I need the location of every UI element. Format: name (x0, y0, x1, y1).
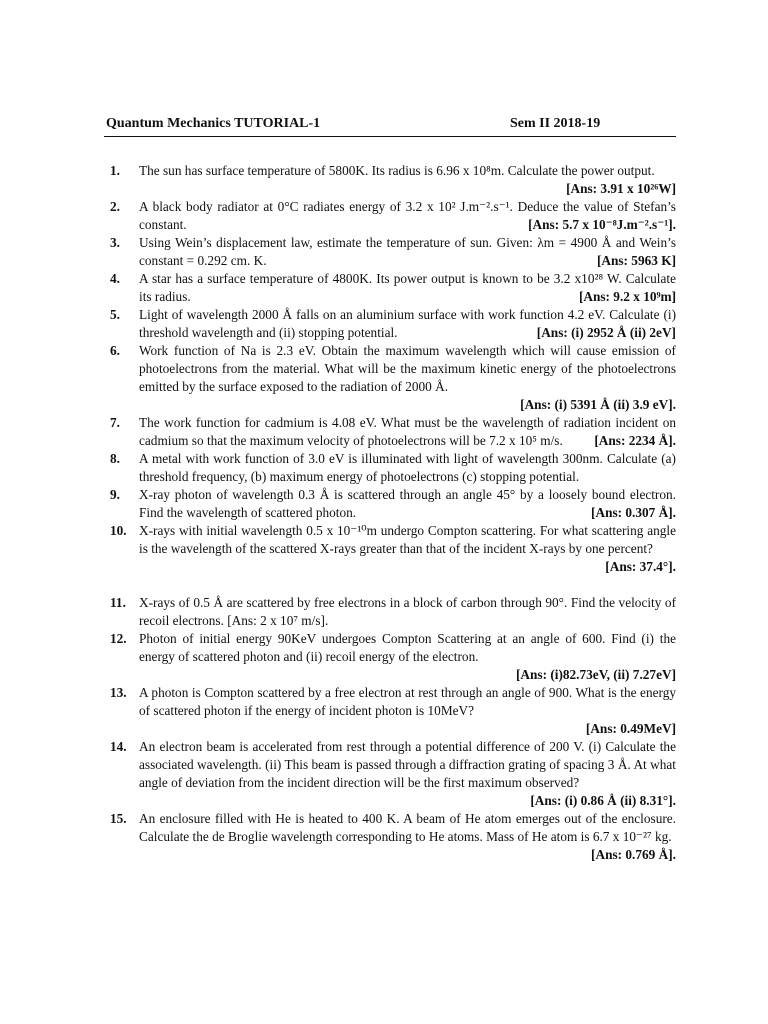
question-6 (110, 342, 676, 414)
question-text: X-ray photon of wavelength 0.3 Å is scattered through an angle 45° by a loosely bound electron. Find the wavelength of scattered photon. (139, 487, 676, 520)
answer: [Ans: 0.307 Å]. (591, 505, 676, 520)
question-4 (110, 270, 676, 306)
spacer (110, 576, 676, 594)
answer: [Ans: (i)82.73eV, (ii) 7.27eV] (515, 667, 676, 682)
question-text: A metal with work function of 3.0 eV is illuminated with light of wavelength 300nm. Calculate (a) threshold frequency, (b) maximum energy of photoelectrons (c) stopping potential. (139, 451, 676, 484)
question-number: 9. (110, 487, 120, 502)
answer: [Ans: 0.769 Å]. (591, 847, 676, 862)
question-number: 3. (110, 235, 120, 250)
answer: [Ans: (i) 0.86 Å (ii) 8.31°]. (530, 793, 676, 808)
question-14 (110, 738, 676, 810)
question-12 (110, 630, 676, 684)
question-number: 13. (110, 685, 127, 700)
question-text: X-rays with initial wavelength 0.5 x 10⁻¹⁰m undergo Compton scattering. For what scattering angle is the wavelength of the scattered X-rays greater than that of the incident X-rays by one percent? (139, 523, 676, 556)
semester-label: Sem II 2018-19 (510, 116, 601, 131)
answer: [Ans: 37.4°]. (605, 559, 676, 574)
document-title: Quantum Mechanics TUTORIAL-1 (106, 116, 321, 131)
question-number: 10. (110, 523, 127, 538)
question-text: The work function for cadmium is 4.08 eV. What must be the wavelength of radiation incident on cadmium so that the maximum velocity of photoelectrons will be 7.2 x 10⁵ m/s. (139, 415, 676, 448)
question-2 (110, 198, 676, 234)
question-text: Light of wavelength 2000 Å falls on an aluminium surface with work function 4.2 eV. Calculate (i) threshold wavelength and (ii) stopping potential. (139, 307, 676, 340)
question-3 (110, 234, 676, 270)
question-text: X-rays of 0.5 Å are scattered by free electrons in a block of carbon through 90°. Find the velocity of recoil electrons. [Ans: 2 x 10⁷ m/s]. (139, 595, 676, 628)
question-number: 11. (110, 595, 126, 610)
question-number: 8. (110, 451, 120, 466)
question-10 (110, 522, 676, 576)
question-13 (110, 684, 676, 738)
question-text: A photon is Compton scattered by a free electron at rest through an angle of 900. What is the energy of scattered photon if the energy of incident photon is 10MeV? (139, 685, 676, 718)
question-text: Using Wein’s displacement law, estimate the temperature of sun. Given: λm = 4900 Å and Wein’s constant = 0.292 cm. K. (139, 235, 676, 268)
question-number: 5. (110, 307, 120, 322)
answer: [Ans: (i) 5391 Å (ii) 3.9 eV]. (520, 397, 676, 412)
question-text: An enclosure filled with He is heated to 400 K. A beam of He atom emerges out of the enclosure. Calculate the de Broglie wavelength corresponding to He atoms. Mass of He atom is 6.7 x 10⁻²⁷ kg. (139, 811, 676, 844)
answer: [Ans: (i) 2952 Å (ii) 2eV] (536, 325, 676, 340)
answer: [Ans: 0.49MeV] (585, 721, 676, 736)
question-number: 1. (110, 163, 120, 178)
question-text: A star has a surface temperature of 4800K. Its power output is known to be 3.2 x10²⁸ W. Calculate its radius. (139, 271, 676, 304)
answer: [Ans: 2234 Å]. (594, 433, 676, 448)
answer: [Ans: 5963 K] (596, 253, 676, 268)
question-number: 15. (110, 811, 127, 826)
question-number: 2. (110, 199, 120, 214)
question-text: Work function of Na is 2.3 eV. Obtain the maximum wavelength which will cause emission of photoelectrons from the material. What will be the maximum kinetic energy of the photoelectrons emitted by the surface exposed to the radiation of 2000 Å. (139, 343, 676, 394)
answer: [Ans: 9.2 x 10⁹m] (578, 289, 676, 304)
question-number: 7. (110, 415, 120, 430)
question-9 (110, 486, 676, 522)
question-text: An electron beam is accelerated from rest through a potential difference of 200 V. (i) Calculate the associated wavelength. (ii) This beam is passed through a diffraction grating of spacing 3 Å. At what angle of deviation from the incident direction will be the first maximum observed? (139, 739, 676, 790)
question-15 (110, 810, 676, 864)
answer: [Ans: 3.91 x 10²⁶W] (566, 181, 676, 196)
question-11 (110, 594, 676, 630)
question-8 (110, 450, 676, 486)
answer: [Ans: 5.7 x 10⁻⁸J.m⁻².s⁻¹]. (528, 217, 676, 232)
question-5 (110, 306, 676, 342)
question-text: The sun has surface temperature of 5800K. Its radius is 6.96 x 10⁸m. Calculate the power output. (139, 163, 655, 178)
question-number: 6. (110, 343, 120, 358)
question-number: 4. (110, 271, 120, 286)
question-1 (110, 162, 676, 198)
question-text: A black body radiator at 0°C radiates energy of 3.2 x 10² J.m⁻².s⁻¹. Deduce the value of Stefan’s constant. (139, 199, 676, 232)
question-7 (110, 414, 676, 450)
question-list (110, 162, 676, 864)
page-header (104, 114, 676, 137)
question-number: 12. (110, 631, 127, 646)
question-number: 14. (110, 739, 127, 754)
question-text: Photon of initial energy 90KeV undergoes Compton Scattering at an angle of 600. Find (i) the energy of scattered photon and (ii) recoil energy of the electron. (139, 631, 676, 664)
